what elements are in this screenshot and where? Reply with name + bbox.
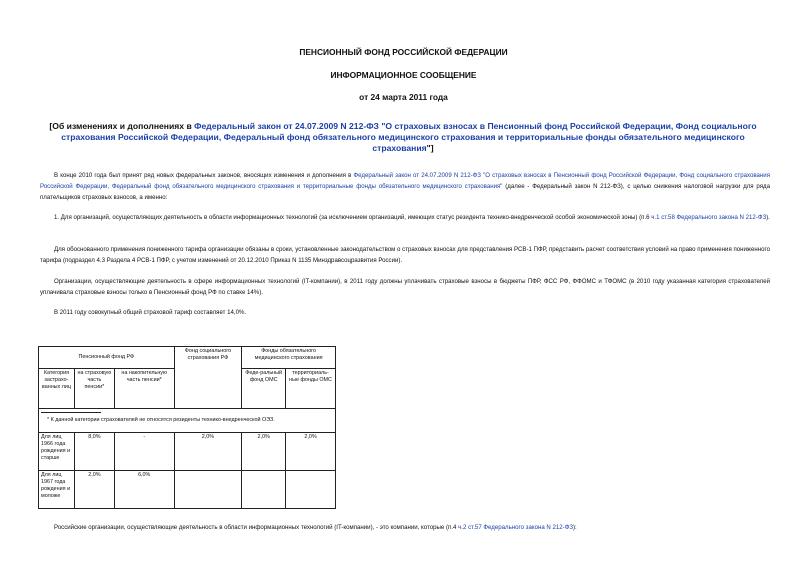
paragraph-it-definition <box>40 522 770 533</box>
header-insurance-part: на страховую часть пенсии* <box>74 369 114 409</box>
subject-prefix: [Об изменениях и дополнениях в <box>49 121 195 131</box>
article-58-link[interactable]: ч.1 ст.58 Федерального закона N 212-ФЗ <box>651 214 767 221</box>
row-category: Для лиц 1966 года рождения и старше <box>39 433 75 471</box>
org-title: ПЕНСИОННЫЙ ФОНД РОССИЙСКОЙ ФЕДЕРАЦИИ <box>299 47 508 57</box>
table-footnote <box>39 409 336 433</box>
row-funded-rate: 6,0% <box>114 471 174 509</box>
rates-table <box>38 346 336 509</box>
paragraph-calculation: Для обоснованного применения пониженного тарифа организации обязаны в сроки, установленные законодательством о страховых взносах для представления РСВ-1 ПФР, представить расчет соответствия условий на право применения пониженного тарифа (подраздел 4.3 Раздела 4 РСВ-1 ПФР, с учетом изменений от 20.12.2010 Приказ N 1135 Минздравсоцразвития России). <box>40 246 770 264</box>
footnote-text: * К данной категории страхователей не относятся резиденты технико-внедренческой ОЭЗ. <box>47 417 275 423</box>
header-social-fund: Фонд социального страхования РФ <box>174 347 242 409</box>
header-territorial-foms: территориаль-ные фонды ОМС <box>286 369 336 409</box>
subject-law-link[interactable]: Федеральный закон от 24.07.2009 N 212-ФЗ "О страховых взносах в Пенсионный фонд Российской Федерации, Фонд социального страхования Российской Федерации, Федеральный фонд обязательного медицинского страхования и территориальные фонды обязательного медицинского страхования <box>61 121 757 153</box>
table-row <box>39 433 336 471</box>
row-tfoms-rate <box>286 471 336 509</box>
intro-text-start: В конце 2010 года был принят ряд новых федеральных законов, вносящих изменения и дополнения в <box>54 172 354 179</box>
doc-type: ИНФОРМАЦИОННОЕ СООБЩЕНИЕ <box>330 70 477 80</box>
row-tfoms-rate: 2,0% <box>286 433 336 471</box>
subject-suffix: "] <box>426 143 434 153</box>
row-funded-rate: - <box>114 433 174 471</box>
row-category: Для лиц 1967 года рождения и моложе <box>39 471 75 509</box>
paragraph-item-1 <box>40 212 770 223</box>
intro-text-end: " (далее - Федеральный закон N 212-ФЗ), с целью снижения налоговой нагрузки для ряда плательщиков страховых взносов, а именно: <box>40 183 770 201</box>
paragraph-intro <box>40 170 770 203</box>
paragraph-total-rate: В 2011 году совокупный общий страховой тариф составляет 14,0%. <box>54 309 247 316</box>
document-subject <box>36 121 770 154</box>
row-ffoms-rate: 2,0% <box>242 433 286 471</box>
row-fss-rate <box>174 471 242 509</box>
definition-end: ): <box>573 524 577 531</box>
doc-date: от 24 марта 2011 года <box>359 92 448 102</box>
row-fss-rate: 2,0% <box>174 433 242 471</box>
article-57-link[interactable]: ч.2 ст.57 Федерального закона N 212-ФЗ <box>458 524 574 531</box>
header-category: Категория застрахо-ванных лиц <box>39 369 75 409</box>
item-1-end: ). <box>766 214 770 221</box>
header-funded-part: на накопительную часть пенсии* <box>114 369 174 409</box>
row-insurance-rate: 2,0% <box>74 471 114 509</box>
definition-text: Российские организации, осуществляющие деятельность в области информационных технологий (IT-компании), - это компании, которые (п.4 <box>54 524 459 531</box>
row-ffoms-rate <box>242 471 286 509</box>
item-1-text: 1. Для организаций, осуществляющих деятельность в области информационных технологий (за исключением организаций, имеющих статус резидента технико-внедренческой особой экономической зоны) (п.6 <box>54 214 652 221</box>
row-insurance-rate: 8,0% <box>74 433 114 471</box>
paragraph-it-companies: Организации, осуществляющие деятельность в сфере информационных технологий (IT-компании), в 2011 году должны уплачивать страховые взносы в бюджеты ПФР, ФСС РФ, ФФОМС и ТФОМС (в 2010 году указанная категория страхователей уплачивала страховые взносы только в Пенсионный фонд РФ по ставке 14%). <box>40 278 770 296</box>
table-row <box>39 471 336 509</box>
header-medical-funds: Фонды обязательного медицинского страхования <box>242 347 336 369</box>
footnote-separator <box>41 412 101 413</box>
law-212-link[interactable]: Федеральный закон от 24.07.2009 N 212-ФЗ "О страховых взносах в Пенсионный фонд Российской Федерации, Фонд социального страхования Российской Федерации, Федеральный фонд обязательного медицинского страхования и территориальные фонды обязательного медицинского страхования <box>40 172 770 190</box>
header-pension-fund: Пенсионный фонд РФ <box>39 347 175 369</box>
header-federal-foms: Феде-ральный фонд ОМС <box>242 369 286 409</box>
